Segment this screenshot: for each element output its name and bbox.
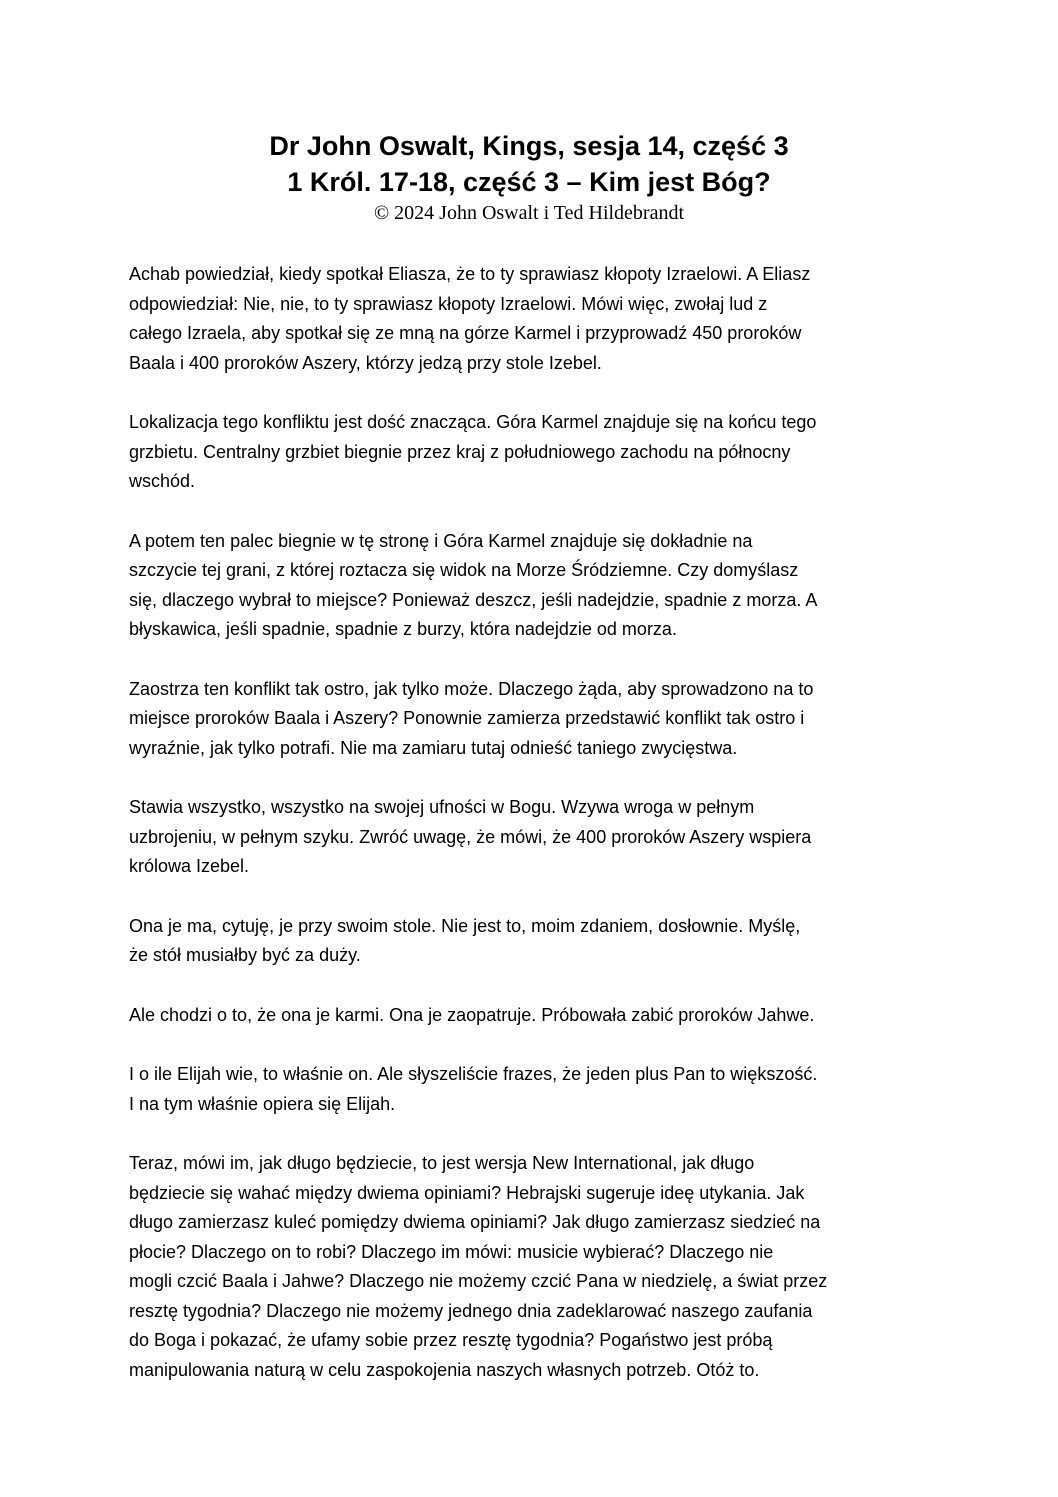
- paragraph-line: Lokalizacja tego konfliktu jest dość znacząca. Góra Karmel znajduje się na końcu tego: [129, 412, 817, 432]
- paragraph: [129, 527, 929, 645]
- paragraph-line: resztę tygodnia? Dlaczego nie możemy jednego dnia zadeklarować naszego zaufania: [129, 1300, 813, 1321]
- paragraph-line: że stół musiałby być za duży.: [129, 945, 361, 965]
- paragraph: [129, 675, 929, 764]
- title-block: [0, 128, 1058, 226]
- paragraph-line: płocie? Dlaczego on to robi? Dlaczego im mówi: musicie wybierać? Dlaczego nie: [129, 1241, 774, 1262]
- paragraph-line: szczycie tej grani, z której roztacza się widok na Morze Śródziemne. Czy domyślasz: [129, 560, 799, 580]
- paragraph: [129, 1060, 929, 1119]
- body-text: [129, 260, 929, 1415]
- paragraph-line: Achab powiedział, kiedy spotkał Eliasza, że to ty sprawiasz kłopoty Izraelowi. A Eliasz: [129, 264, 811, 284]
- paragraph-line: mogli czcić Baala i Jahwe? Dlaczego nie możemy czcić Pana w niedzielę, a świat przez: [129, 1271, 828, 1291]
- paragraph: [129, 1001, 929, 1031]
- paragraph-line: grzbietu. Centralny grzbiet biegnie przez kraj z południowego zachodu na północny: [129, 441, 791, 462]
- paragraph: [129, 793, 929, 882]
- paragraph-line: się, dlaczego wybrał to miejsce? Ponieważ deszcz, jeśli nadejdzie, spadnie z morza. A: [129, 589, 818, 610]
- paragraph-line: A potem ten palec biegnie w tę stronę i Góra Karmel znajduje się dokładnie na: [129, 530, 753, 551]
- paragraph-line: uzbrojeniu, w pełnym szyku. Zwróć uwagę, że mówi, że 400 proroków Aszery wspiera: [129, 826, 812, 847]
- paragraph-line: długo zamierzasz kuleć pomiędzy dwiema opiniami? Jak długo zamierzasz siedzieć na: [129, 1212, 821, 1232]
- paragraph: [129, 408, 929, 497]
- paragraph-line: Baala i 400 proroków Aszery, którzy jedzą przy stole Izebel.: [129, 352, 602, 373]
- document-subtitle: 1 Król. 17-18, część 3 – Kim jest Bóg?: [287, 167, 771, 197]
- paragraph-line: błyskawica, jeśli spadnie, spadnie z burzy, która nadejdzie od morza.: [129, 619, 677, 639]
- paragraph-line: Ale chodzi o to, że ona je karmi. Ona je zaopatruje. Próbowała zabić proroków Jahwe.: [129, 1004, 815, 1025]
- paragraph-line: wschód.: [129, 471, 196, 491]
- paragraph: [129, 1149, 929, 1385]
- paragraph-line: do Boga i pokazać, że ufamy sobie przez resztę tygodnia? Pogaństwo jest próbą: [129, 1330, 773, 1350]
- paragraph-line: I o ile Elijah wie, to właśnie on. Ale słyszeliście frazes, że jeden plus Pan to większość.: [129, 1064, 818, 1084]
- paragraph-line: manipulowania naturą w celu zaspokojenia naszych własnych potrzeb. Otóż to.: [129, 1359, 760, 1380]
- paragraph-line: całego Izraela, aby spotkał się ze mną na górze Karmel i przyprowadź 450 proroków: [129, 323, 802, 343]
- paragraph-line: będziecie się wahać między dwiema opiniami? Hebrajski sugeruje ideę utykania. Jak: [129, 1182, 805, 1203]
- paragraph-line: odpowiedział: Nie, nie, to ty sprawiasz kłopoty Izraelowi. Mówi więc, zwołaj lud z: [129, 293, 768, 314]
- paragraph-line: królowa Izebel.: [129, 856, 250, 876]
- paragraph-line: Ona je ma, cytuję, je przy swoim stole. Nie jest to, moim zdaniem, dosłownie. Myślę,: [129, 915, 801, 936]
- paragraph-line: miejsce proroków Baala i Aszery? Ponownie zamierza przedstawić konflikt tak ostro i: [129, 708, 805, 728]
- paragraph: [129, 260, 929, 378]
- document-title: Dr John Oswalt, Kings, sesja 14, część 3: [269, 131, 789, 161]
- paragraph-line: Zaostrza ten konflikt tak ostro, jak tylko może. Dlaczego żąda, aby sprowadzono na to: [129, 678, 814, 699]
- paragraph-line: I na tym właśnie opiera się Elijah.: [129, 1093, 396, 1114]
- paragraph-line: wyraźnie, jak tylko potrafi. Nie ma zamiaru tutaj odnieść taniego zwycięstwa.: [129, 737, 738, 758]
- paragraph-line: Stawia wszystko, wszystko na swojej ufności w Bogu. Wzywa wroga w pełnym: [129, 797, 755, 817]
- paragraph-line: Teraz, mówi im, jak długo będziecie, to jest wersja New International, jak długo: [129, 1153, 755, 1173]
- copyright-notice: © 2024 John Oswalt i Ted Hildebrandt: [373, 202, 685, 224]
- paragraph: [129, 912, 929, 971]
